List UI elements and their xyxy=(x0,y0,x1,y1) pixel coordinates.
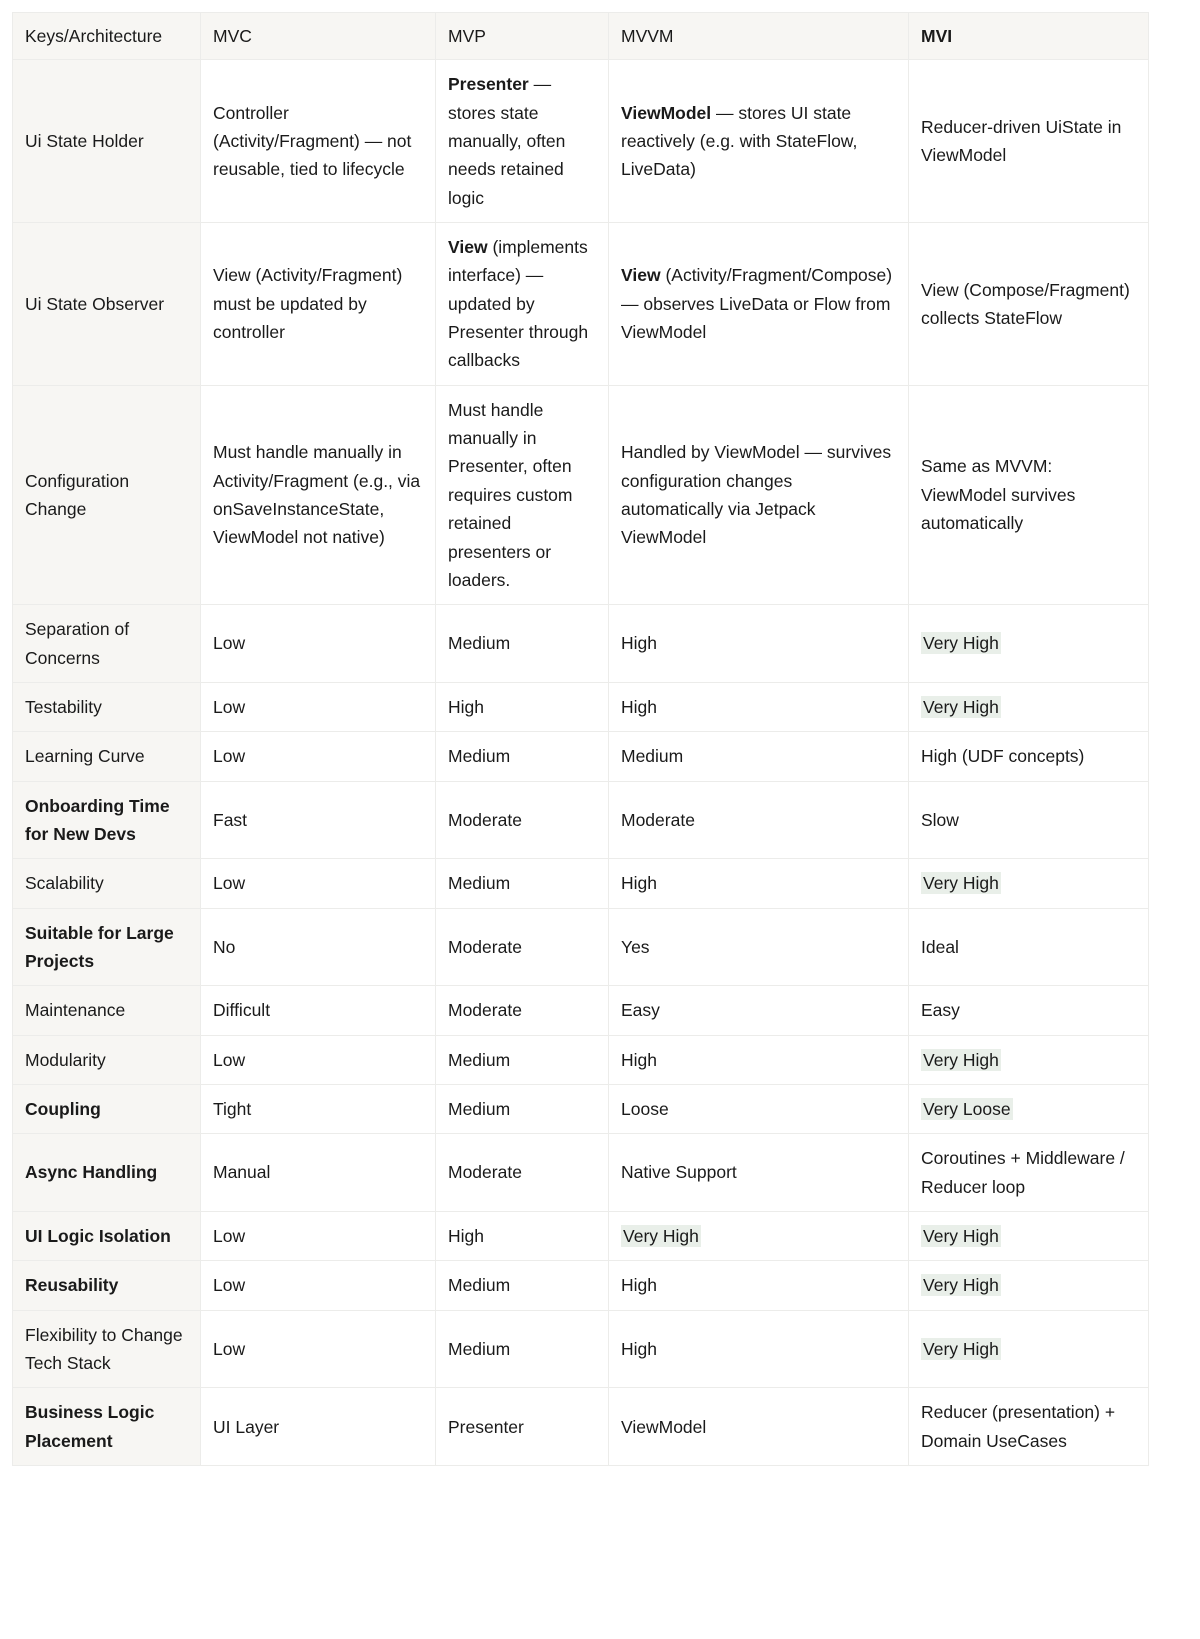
cell-mvc-maintenance xyxy=(201,986,436,1035)
cell-mvc-testability xyxy=(201,682,436,731)
cell-mvc-ui-logic-isolation xyxy=(201,1212,436,1261)
cell-text: High xyxy=(621,633,657,654)
cell-mvvm-flexibility-to-change-tech-stack xyxy=(609,1310,909,1388)
row-label-onboarding-time-for-new-devs: Onboarding Time for New Devs xyxy=(13,781,201,859)
cell-text: Easy xyxy=(621,1000,660,1021)
cell-mvvm-learning-curve xyxy=(609,732,909,781)
cell-text: Medium xyxy=(448,873,511,894)
cell-text: High xyxy=(621,1049,657,1070)
table-row xyxy=(13,1261,1149,1310)
highlighted-value: Very High xyxy=(923,1275,999,1296)
cell-mvp-ui-state-observer xyxy=(436,223,609,386)
cell-text: Slow xyxy=(921,809,959,830)
row-label-testability: Testability xyxy=(13,682,201,731)
emphasis-term: View xyxy=(621,265,661,286)
cell-text: High (UDF concepts) xyxy=(921,746,1085,767)
cell-text: Native Support xyxy=(621,1162,737,1183)
cell-mvp-testability xyxy=(436,682,609,731)
cell-text: Medium xyxy=(448,746,511,767)
column-header-mvp: MVP xyxy=(436,13,609,60)
row-label-separation-of-concerns: Separation of Concerns xyxy=(13,605,201,683)
table-header-row xyxy=(13,13,1149,60)
cell-text: Tight xyxy=(213,1098,252,1119)
cell-mvc-suitable-for-large-projects xyxy=(201,908,436,986)
cell-text: High xyxy=(621,873,657,894)
cell-mvvm-configuration-change xyxy=(609,385,909,604)
emphasis-term: ViewModel xyxy=(621,102,712,123)
row-label-ui-state-holder: Ui State Holder xyxy=(13,60,201,223)
row-label-configuration-change: Configuration Change xyxy=(13,385,201,604)
column-header-mvc: MVC xyxy=(201,13,436,60)
cell-mvp-maintenance xyxy=(436,986,609,1035)
cell-text: (Activity/Fragment/Compose) — observes LiveData or Flow from ViewModel xyxy=(621,265,893,343)
cell-mvvm-modularity xyxy=(609,1035,909,1084)
cell-text: Low xyxy=(213,746,246,767)
cell-text: Low xyxy=(213,1275,246,1296)
row-label-modularity: Modularity xyxy=(13,1035,201,1084)
cell-mvp-separation-of-concerns xyxy=(436,605,609,683)
cell-text: Moderate xyxy=(448,1162,522,1183)
row-label-reusability: Reusability xyxy=(13,1261,201,1310)
cell-mvp-suitable-for-large-projects xyxy=(436,908,609,986)
cell-text: Medium xyxy=(621,746,684,767)
row-label-suitable-for-large-projects: Suitable for Large Projects xyxy=(13,908,201,986)
row-label-ui-logic-isolation: UI Logic Isolation xyxy=(13,1212,201,1261)
cell-text: Fast xyxy=(213,809,248,830)
table-row xyxy=(13,60,1149,223)
cell-mvp-scalability xyxy=(436,859,609,908)
cell-mvc-modularity xyxy=(201,1035,436,1084)
cell-mvvm-scalability xyxy=(609,859,909,908)
cell-text: Reducer (presentation) + Domain UseCases xyxy=(921,1402,1116,1451)
table-row xyxy=(13,385,1149,604)
cell-mvi-configuration-change xyxy=(909,385,1149,604)
cell-mvvm-coupling xyxy=(609,1084,909,1133)
cell-mvi-learning-curve xyxy=(909,732,1149,781)
cell-mvvm-async-handling xyxy=(609,1134,909,1212)
cell-mvc-ui-state-holder xyxy=(201,60,436,223)
cell-mvi-separation-of-concerns xyxy=(909,605,1149,683)
cell-mvc-configuration-change xyxy=(201,385,436,604)
cell-text: Easy xyxy=(921,1000,960,1021)
cell-mvc-ui-state-observer xyxy=(201,223,436,386)
cell-text: Low xyxy=(213,633,246,654)
table-row xyxy=(13,1134,1149,1212)
cell-mvc-async-handling xyxy=(201,1134,436,1212)
cell-text: ViewModel xyxy=(621,1416,707,1437)
cell-text: Ideal xyxy=(921,936,959,957)
table-row xyxy=(13,605,1149,683)
cell-text: Loose xyxy=(621,1098,669,1119)
cell-text: High xyxy=(448,696,484,717)
row-label-flexibility-to-change-tech-stack: Flexibility to Change Tech Stack xyxy=(13,1310,201,1388)
cell-mvi-ui-state-holder xyxy=(909,60,1149,223)
table-header xyxy=(13,13,1149,60)
cell-text: No xyxy=(213,936,236,957)
table-row xyxy=(13,908,1149,986)
cell-mvi-onboarding-time-for-new-devs xyxy=(909,781,1149,859)
cell-mvvm-separation-of-concerns xyxy=(609,605,909,683)
table-row xyxy=(13,986,1149,1035)
cell-text: Same as MVVM: ViewModel survives automatically xyxy=(921,456,1076,534)
cell-text: View (Activity/Fragment) must be updated by controller xyxy=(213,265,403,343)
cell-text: High xyxy=(621,1338,657,1359)
cell-text: (implements interface) — updated by Presenter through callbacks xyxy=(448,237,589,371)
cell-text: Must handle manually in Presenter, often requires custom retained presenters or loaders. xyxy=(448,399,573,590)
cell-mvi-flexibility-to-change-tech-stack xyxy=(909,1310,1149,1388)
highlighted-value: Very High xyxy=(923,633,999,654)
table-row xyxy=(13,1212,1149,1261)
cell-text: Medium xyxy=(448,1338,511,1359)
emphasis-term: Presenter xyxy=(448,74,529,95)
cell-text: Low xyxy=(213,696,246,717)
cell-mvc-flexibility-to-change-tech-stack xyxy=(201,1310,436,1388)
table-row xyxy=(13,682,1149,731)
cell-text: Moderate xyxy=(448,809,522,830)
cell-text: Medium xyxy=(448,1049,511,1070)
cell-text: View (Compose/Fragment) collects StateFlow xyxy=(921,279,1130,328)
cell-text: — stores state manually, often needs retained logic xyxy=(448,74,566,208)
cell-mvi-ui-logic-isolation xyxy=(909,1212,1149,1261)
architecture-comparison-table xyxy=(12,12,1149,1466)
cell-mvi-business-logic-placement xyxy=(909,1388,1149,1466)
cell-mvvm-suitable-for-large-projects xyxy=(609,908,909,986)
cell-text: High xyxy=(621,1275,657,1296)
row-label-maintenance: Maintenance xyxy=(13,986,201,1035)
cell-text: Reducer-driven UiState in ViewModel xyxy=(921,116,1122,166)
row-label-scalability: Scalability xyxy=(13,859,201,908)
cell-text: Coroutines + Middleware / Reducer loop xyxy=(921,1148,1125,1197)
cell-text: UI Layer xyxy=(213,1416,280,1437)
cell-mvi-maintenance xyxy=(909,986,1149,1035)
column-header-mvi: MVI xyxy=(909,13,1149,60)
cell-text: Must handle manually in Activity/Fragment (e.g., via onSaveInstanceState, ViewModel not native) xyxy=(213,442,421,548)
cell-text: Low xyxy=(213,1338,246,1359)
row-label-ui-state-observer: Ui State Observer xyxy=(13,223,201,386)
cell-mvi-async-handling xyxy=(909,1134,1149,1212)
cell-mvc-reusability xyxy=(201,1261,436,1310)
cell-mvi-coupling xyxy=(909,1084,1149,1133)
highlighted-value: Very High xyxy=(923,1338,999,1359)
cell-mvp-ui-logic-isolation xyxy=(436,1212,609,1261)
cell-mvi-scalability xyxy=(909,859,1149,908)
cell-mvvm-onboarding-time-for-new-devs xyxy=(609,781,909,859)
cell-text: Controller (Activity/Fragment) — not reusable, tied to lifecycle xyxy=(213,102,412,180)
table-row xyxy=(13,781,1149,859)
cell-mvp-modularity xyxy=(436,1035,609,1084)
cell-mvp-flexibility-to-change-tech-stack xyxy=(436,1310,609,1388)
cell-mvp-reusability xyxy=(436,1261,609,1310)
cell-mvvm-reusability xyxy=(609,1261,909,1310)
cell-text: Presenter xyxy=(448,1416,524,1437)
table-row xyxy=(13,1084,1149,1133)
table-row xyxy=(13,1310,1149,1388)
highlighted-value: Very High xyxy=(923,696,999,717)
cell-mvp-coupling xyxy=(436,1084,609,1133)
cell-text: Low xyxy=(213,873,246,894)
emphasis-term: View xyxy=(448,237,488,258)
cell-mvc-learning-curve xyxy=(201,732,436,781)
cell-text: — stores UI state reactively (e.g. with StateFlow, LiveData) xyxy=(621,102,858,180)
highlighted-value: Very High xyxy=(923,1049,999,1070)
highlighted-value: Very High xyxy=(923,1226,999,1246)
cell-mvc-onboarding-time-for-new-devs xyxy=(201,781,436,859)
cell-mvc-separation-of-concerns xyxy=(201,605,436,683)
cell-mvc-coupling xyxy=(201,1084,436,1133)
cell-mvp-configuration-change xyxy=(436,385,609,604)
cell-text: Low xyxy=(213,1049,246,1070)
table-row xyxy=(13,1388,1149,1466)
cell-mvp-ui-state-holder xyxy=(436,60,609,223)
column-header-keys-architecture: Keys/Architecture xyxy=(13,13,201,60)
cell-mvi-reusability xyxy=(909,1261,1149,1310)
table-body xyxy=(13,60,1149,1466)
cell-text: Medium xyxy=(448,1098,511,1119)
cell-text: Medium xyxy=(448,1275,511,1296)
cell-mvvm-ui-logic-isolation xyxy=(609,1212,909,1261)
cell-mvi-suitable-for-large-projects xyxy=(909,908,1149,986)
cell-mvi-ui-state-observer xyxy=(909,223,1149,386)
cell-mvvm-ui-state-holder xyxy=(609,60,909,223)
cell-text: Difficult xyxy=(213,1000,271,1021)
cell-text: Moderate xyxy=(448,1000,522,1021)
cell-mvi-modularity xyxy=(909,1035,1149,1084)
cell-text: Low xyxy=(213,1226,246,1246)
cell-text: Moderate xyxy=(621,809,695,830)
highlighted-value: Very High xyxy=(923,873,999,894)
cell-text: Yes xyxy=(621,936,650,957)
cell-mvi-testability xyxy=(909,682,1149,731)
row-label-async-handling: Async Handling xyxy=(13,1134,201,1212)
cell-mvp-learning-curve xyxy=(436,732,609,781)
row-label-coupling: Coupling xyxy=(13,1084,201,1133)
cell-mvvm-ui-state-observer xyxy=(609,223,909,386)
cell-text: Medium xyxy=(448,633,511,654)
row-label-learning-curve: Learning Curve xyxy=(13,732,201,781)
cell-mvvm-maintenance xyxy=(609,986,909,1035)
table-row xyxy=(13,859,1149,908)
cell-text: High xyxy=(621,696,657,717)
cell-mvp-business-logic-placement xyxy=(436,1388,609,1466)
cell-mvp-async-handling xyxy=(436,1134,609,1212)
highlighted-value: Very Loose xyxy=(923,1098,1011,1119)
table-row xyxy=(13,732,1149,781)
cell-mvvm-testability xyxy=(609,682,909,731)
cell-text: Manual xyxy=(213,1162,271,1183)
table-row xyxy=(13,223,1149,386)
cell-text: Handled by ViewModel — survives configuration changes automatically via Jetpack ViewModel xyxy=(621,442,892,548)
cell-mvvm-business-logic-placement xyxy=(609,1388,909,1466)
row-label-business-logic-placement: Business Logic Placement xyxy=(13,1388,201,1466)
cell-text: High xyxy=(448,1226,484,1246)
cell-text: Moderate xyxy=(448,936,522,957)
column-header-mvvm: MVVM xyxy=(609,13,909,60)
cell-mvc-business-logic-placement xyxy=(201,1388,436,1466)
table-row xyxy=(13,1035,1149,1084)
cell-mvp-onboarding-time-for-new-devs xyxy=(436,781,609,859)
cell-mvc-scalability xyxy=(201,859,436,908)
highlighted-value: Very High xyxy=(623,1226,699,1246)
